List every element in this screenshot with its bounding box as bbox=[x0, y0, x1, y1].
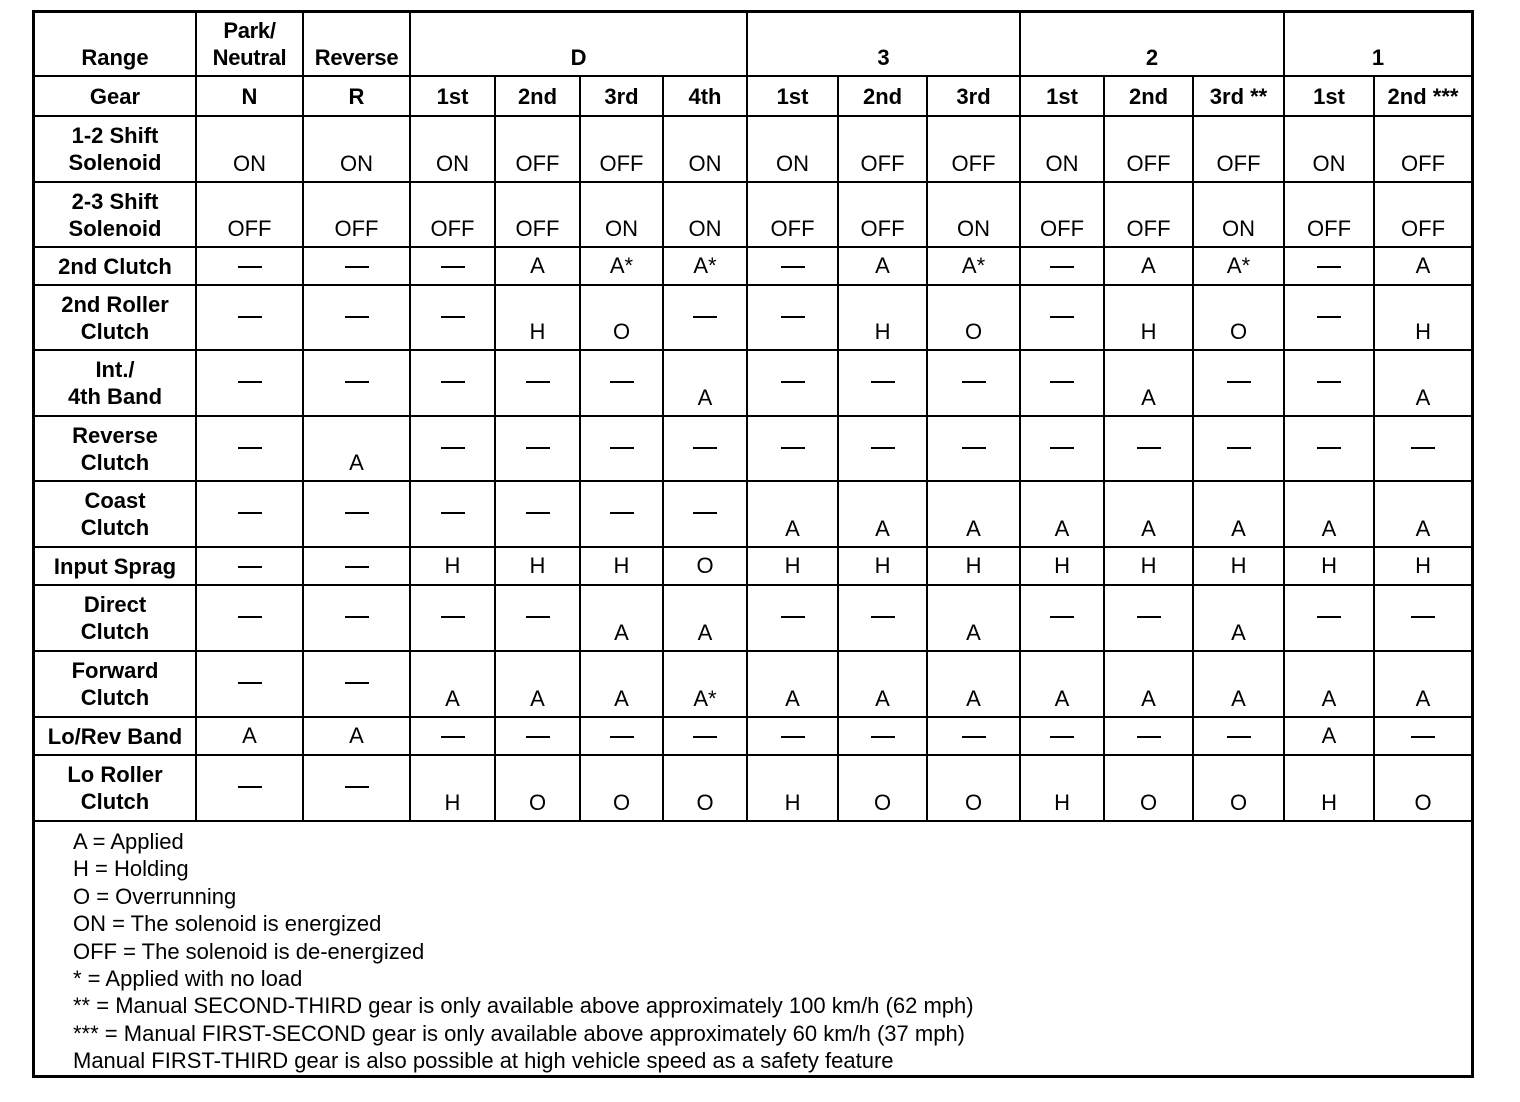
value-cell: H bbox=[410, 547, 495, 585]
row-label: 2-3 Shift Solenoid bbox=[35, 182, 196, 247]
dash-mark bbox=[238, 786, 262, 788]
dash-cell bbox=[495, 585, 580, 651]
table-row bbox=[35, 547, 1471, 585]
dash-mark bbox=[781, 316, 805, 318]
value-cell: A bbox=[495, 651, 580, 717]
dash-cell bbox=[196, 651, 303, 717]
legend-line: H = Holding bbox=[73, 856, 189, 882]
dash-cell bbox=[410, 717, 495, 755]
dash-cell bbox=[580, 350, 663, 416]
value-cell: A* bbox=[663, 247, 747, 285]
dash-cell bbox=[410, 585, 495, 651]
value-cell: OFF bbox=[1374, 182, 1471, 247]
dash-mark bbox=[1411, 447, 1435, 449]
dash-cell bbox=[303, 285, 410, 350]
range-label: Range bbox=[35, 13, 196, 76]
dash-mark bbox=[1227, 381, 1251, 383]
value-cell: OFF bbox=[495, 182, 580, 247]
dash-cell bbox=[303, 350, 410, 416]
dash-cell bbox=[495, 350, 580, 416]
dash-mark bbox=[345, 566, 369, 568]
table-row bbox=[35, 717, 1471, 755]
dash-mark bbox=[1411, 616, 1435, 618]
value-cell: A bbox=[663, 350, 747, 416]
dash-cell bbox=[196, 247, 303, 285]
legend-line: ** = Manual SECOND-THIRD gear is only available above approximately 100 km/h (62 mph) bbox=[73, 993, 974, 1019]
dash-cell bbox=[580, 717, 663, 755]
dash-mark bbox=[693, 316, 717, 318]
range-reverse: Reverse bbox=[303, 13, 410, 76]
value-cell: A bbox=[747, 651, 838, 717]
dash-mark bbox=[693, 736, 717, 738]
dash-cell bbox=[196, 585, 303, 651]
dash-cell bbox=[196, 755, 303, 821]
dash-mark bbox=[345, 786, 369, 788]
legend-line: Manual FIRST-THIRD gear is also possible at high vehicle speed as a safety feature bbox=[73, 1048, 894, 1074]
value-cell: H bbox=[927, 547, 1020, 585]
value-cell: OFF bbox=[196, 182, 303, 247]
dash-mark bbox=[1050, 616, 1074, 618]
dash-cell bbox=[747, 416, 838, 481]
dash-cell bbox=[1284, 350, 1374, 416]
gear-cell: 1st bbox=[747, 76, 838, 116]
dash-mark bbox=[1137, 447, 1161, 449]
value-cell: OFF bbox=[747, 182, 838, 247]
value-cell: O bbox=[838, 755, 927, 821]
gear-label: Gear bbox=[35, 76, 196, 116]
dash-cell bbox=[747, 247, 838, 285]
row-label: 1-2 Shift Solenoid bbox=[35, 116, 196, 182]
dash-cell bbox=[495, 416, 580, 481]
dash-mark bbox=[441, 447, 465, 449]
row-label: Int./ 4th Band bbox=[35, 350, 196, 416]
table-row bbox=[35, 116, 1471, 182]
range-d: D bbox=[410, 13, 747, 76]
row-label: Coast Clutch bbox=[35, 481, 196, 547]
value-cell: A bbox=[838, 651, 927, 717]
dash-mark bbox=[1411, 736, 1435, 738]
dash-mark bbox=[1317, 616, 1341, 618]
value-cell: ON bbox=[303, 116, 410, 182]
value-cell: A bbox=[927, 481, 1020, 547]
dash-cell bbox=[580, 481, 663, 547]
dash-mark bbox=[238, 381, 262, 383]
value-cell: H bbox=[495, 285, 580, 350]
value-cell: ON bbox=[580, 182, 663, 247]
value-cell: ON bbox=[927, 182, 1020, 247]
value-cell: A bbox=[303, 416, 410, 481]
value-cell: A bbox=[1020, 481, 1104, 547]
dash-cell bbox=[1284, 285, 1374, 350]
value-cell: A bbox=[495, 247, 580, 285]
value-cell: A bbox=[303, 717, 410, 755]
value-cell: OFF bbox=[1104, 182, 1193, 247]
dash-mark bbox=[238, 616, 262, 618]
value-cell: A bbox=[1104, 481, 1193, 547]
value-cell: O bbox=[927, 285, 1020, 350]
value-cell: O bbox=[1193, 285, 1284, 350]
value-cell: A* bbox=[663, 651, 747, 717]
value-cell: H bbox=[1020, 547, 1104, 585]
dash-mark bbox=[345, 616, 369, 618]
dash-mark bbox=[962, 381, 986, 383]
value-cell: OFF bbox=[1020, 182, 1104, 247]
dash-mark bbox=[441, 316, 465, 318]
dash-mark bbox=[1227, 736, 1251, 738]
value-cell: A bbox=[196, 717, 303, 755]
dash-mark bbox=[1317, 447, 1341, 449]
dash-mark bbox=[345, 682, 369, 684]
value-cell: H bbox=[1284, 755, 1374, 821]
shift-table bbox=[35, 13, 1471, 822]
value-cell: OFF bbox=[303, 182, 410, 247]
value-cell: ON bbox=[663, 182, 747, 247]
dash-cell bbox=[838, 416, 927, 481]
dash-cell bbox=[303, 547, 410, 585]
dash-cell bbox=[196, 547, 303, 585]
legend-line: OFF = The solenoid is de-energized bbox=[73, 938, 425, 964]
dash-cell bbox=[196, 416, 303, 481]
dash-cell bbox=[663, 416, 747, 481]
dash-mark bbox=[781, 447, 805, 449]
value-cell: A bbox=[1193, 585, 1284, 651]
dash-cell bbox=[747, 350, 838, 416]
gear-cell: 2nd bbox=[495, 76, 580, 116]
dash-mark bbox=[526, 736, 550, 738]
gear-cell: 2nd bbox=[838, 76, 927, 116]
gear-cell: 3rd ** bbox=[1193, 76, 1284, 116]
value-cell: A* bbox=[927, 247, 1020, 285]
value-cell: H bbox=[580, 547, 663, 585]
table-row bbox=[35, 755, 1471, 821]
dash-mark bbox=[693, 447, 717, 449]
dash-mark bbox=[526, 512, 550, 514]
value-cell: H bbox=[838, 547, 927, 585]
dash-mark bbox=[1227, 447, 1251, 449]
dash-mark bbox=[1050, 381, 1074, 383]
table-row bbox=[35, 350, 1471, 416]
value-cell: ON bbox=[747, 116, 838, 182]
dash-mark bbox=[238, 316, 262, 318]
dash-mark bbox=[871, 736, 895, 738]
value-cell: A bbox=[1374, 350, 1471, 416]
value-cell: A bbox=[580, 651, 663, 717]
dash-cell bbox=[1020, 717, 1104, 755]
table-row bbox=[35, 481, 1471, 547]
value-cell: A bbox=[1374, 247, 1471, 285]
dash-cell bbox=[580, 416, 663, 481]
dash-mark bbox=[1317, 316, 1341, 318]
dash-mark bbox=[693, 512, 717, 514]
dash-cell bbox=[495, 481, 580, 547]
value-cell: O bbox=[663, 547, 747, 585]
dash-mark bbox=[345, 381, 369, 383]
gear-cell: R bbox=[303, 76, 410, 116]
range-3: 3 bbox=[747, 13, 1020, 76]
gear-cell: 2nd *** bbox=[1374, 76, 1471, 116]
value-cell: H bbox=[747, 755, 838, 821]
gear-cell: 3rd bbox=[580, 76, 663, 116]
dash-cell bbox=[1104, 585, 1193, 651]
dash-mark bbox=[781, 381, 805, 383]
dash-cell bbox=[663, 717, 747, 755]
dash-mark bbox=[526, 447, 550, 449]
value-cell: H bbox=[1193, 547, 1284, 585]
value-cell: A bbox=[663, 585, 747, 651]
dash-mark bbox=[441, 512, 465, 514]
dash-cell bbox=[1374, 416, 1471, 481]
legend-line: A = Applied bbox=[73, 829, 184, 854]
dash-mark bbox=[441, 616, 465, 618]
gear-cell: 3rd bbox=[927, 76, 1020, 116]
value-cell: H bbox=[838, 285, 927, 350]
row-label: Direct Clutch bbox=[35, 585, 196, 651]
dash-mark bbox=[1050, 736, 1074, 738]
dash-mark bbox=[1317, 381, 1341, 383]
dash-mark bbox=[871, 381, 895, 383]
gear-cell: 2nd bbox=[1104, 76, 1193, 116]
value-cell: H bbox=[1374, 285, 1471, 350]
legend-line: *** = Manual FIRST-SECOND gear is only available above approximately 60 km/h (37 mph) bbox=[73, 1020, 966, 1046]
dash-cell bbox=[495, 717, 580, 755]
value-cell: A bbox=[1104, 350, 1193, 416]
dash-mark bbox=[1317, 266, 1341, 268]
value-cell: O bbox=[1374, 755, 1471, 821]
dash-cell bbox=[410, 416, 495, 481]
value-cell: OFF bbox=[1193, 116, 1284, 182]
gear-cell: 1st bbox=[410, 76, 495, 116]
dash-mark bbox=[441, 381, 465, 383]
value-cell: A bbox=[1284, 481, 1374, 547]
dash-cell bbox=[747, 717, 838, 755]
value-cell: ON bbox=[1284, 116, 1374, 182]
dash-cell bbox=[196, 481, 303, 547]
value-cell: O bbox=[1104, 755, 1193, 821]
value-cell: OFF bbox=[838, 116, 927, 182]
dash-cell bbox=[1020, 247, 1104, 285]
dash-mark bbox=[345, 316, 369, 318]
dash-cell bbox=[1284, 585, 1374, 651]
dash-cell bbox=[410, 247, 495, 285]
dash-cell bbox=[1193, 350, 1284, 416]
gear-cell: 1st bbox=[1020, 76, 1104, 116]
dash-cell bbox=[410, 481, 495, 547]
dash-mark bbox=[1050, 316, 1074, 318]
legend-line: * = Applied with no load bbox=[73, 966, 303, 992]
dash-mark bbox=[962, 447, 986, 449]
dash-cell bbox=[927, 416, 1020, 481]
dash-mark bbox=[238, 447, 262, 449]
value-cell: O bbox=[663, 755, 747, 821]
value-cell: A bbox=[1374, 651, 1471, 717]
dash-cell bbox=[663, 481, 747, 547]
row-label: Forward Clutch bbox=[35, 651, 196, 717]
gear-cell: N bbox=[196, 76, 303, 116]
value-cell: A bbox=[1284, 651, 1374, 717]
table-row bbox=[35, 585, 1471, 651]
table-row bbox=[35, 285, 1471, 350]
dash-cell bbox=[1104, 717, 1193, 755]
value-cell: OFF bbox=[495, 116, 580, 182]
dash-cell bbox=[838, 350, 927, 416]
dash-cell bbox=[303, 651, 410, 717]
dash-mark bbox=[238, 566, 262, 568]
dash-cell bbox=[1020, 585, 1104, 651]
dash-cell bbox=[747, 285, 838, 350]
value-cell: A bbox=[838, 481, 927, 547]
value-cell: A bbox=[838, 247, 927, 285]
value-cell: O bbox=[495, 755, 580, 821]
value-cell: OFF bbox=[410, 182, 495, 247]
dash-mark bbox=[345, 512, 369, 514]
dash-mark bbox=[610, 512, 634, 514]
dash-cell bbox=[838, 717, 927, 755]
dash-cell bbox=[1374, 585, 1471, 651]
shift-chart bbox=[32, 10, 1474, 1078]
dash-cell bbox=[1284, 247, 1374, 285]
gear-cell: 1st bbox=[1284, 76, 1374, 116]
dash-cell bbox=[303, 247, 410, 285]
dash-mark bbox=[871, 616, 895, 618]
dash-mark bbox=[781, 736, 805, 738]
dash-mark bbox=[962, 736, 986, 738]
value-cell: A bbox=[747, 481, 838, 547]
dash-cell bbox=[1193, 717, 1284, 755]
legend-line: ON = The solenoid is energized bbox=[73, 911, 382, 937]
table-row bbox=[35, 247, 1471, 285]
dash-cell bbox=[1020, 416, 1104, 481]
value-cell: H bbox=[1104, 285, 1193, 350]
dash-cell bbox=[1104, 416, 1193, 481]
row-label: 2nd Roller Clutch bbox=[35, 285, 196, 350]
row-label: Lo Roller Clutch bbox=[35, 755, 196, 821]
value-cell: ON bbox=[410, 116, 495, 182]
legend bbox=[35, 822, 1471, 1075]
dash-cell bbox=[838, 585, 927, 651]
dash-mark bbox=[1137, 616, 1161, 618]
value-cell: H bbox=[410, 755, 495, 821]
value-cell: A bbox=[1104, 247, 1193, 285]
dash-mark bbox=[610, 736, 634, 738]
dash-cell bbox=[196, 350, 303, 416]
value-cell: H bbox=[1374, 547, 1471, 585]
dash-mark bbox=[610, 447, 634, 449]
range-1: 1 bbox=[1284, 13, 1471, 76]
dash-mark bbox=[1137, 736, 1161, 738]
value-cell: A bbox=[1284, 717, 1374, 755]
value-cell: OFF bbox=[1374, 116, 1471, 182]
value-cell: O bbox=[580, 285, 663, 350]
value-cell: O bbox=[1193, 755, 1284, 821]
value-cell: A bbox=[927, 651, 1020, 717]
range-park-neutral: Park/ Neutral bbox=[196, 13, 303, 76]
value-cell: A bbox=[580, 585, 663, 651]
dash-cell bbox=[1020, 350, 1104, 416]
dash-cell bbox=[1020, 285, 1104, 350]
value-cell: A bbox=[927, 585, 1020, 651]
value-cell: O bbox=[580, 755, 663, 821]
table-row bbox=[35, 651, 1471, 717]
dash-mark bbox=[1050, 447, 1074, 449]
dash-mark bbox=[610, 381, 634, 383]
dash-mark bbox=[781, 266, 805, 268]
range-2: 2 bbox=[1020, 13, 1284, 76]
dash-cell bbox=[303, 481, 410, 547]
dash-cell bbox=[303, 585, 410, 651]
value-cell: ON bbox=[196, 116, 303, 182]
dash-mark bbox=[441, 736, 465, 738]
value-cell: H bbox=[1284, 547, 1374, 585]
gear-row bbox=[35, 76, 1471, 116]
value-cell: A* bbox=[1193, 247, 1284, 285]
value-cell: ON bbox=[1193, 182, 1284, 247]
table-row bbox=[35, 182, 1471, 247]
value-cell: H bbox=[1020, 755, 1104, 821]
dash-mark bbox=[871, 447, 895, 449]
value-cell: A bbox=[410, 651, 495, 717]
dash-cell bbox=[1193, 416, 1284, 481]
dash-mark bbox=[238, 512, 262, 514]
row-label: Reverse Clutch bbox=[35, 416, 196, 481]
value-cell: OFF bbox=[1104, 116, 1193, 182]
value-cell: A bbox=[1374, 481, 1471, 547]
dash-cell bbox=[303, 755, 410, 821]
dash-mark bbox=[1050, 266, 1074, 268]
dash-cell bbox=[196, 285, 303, 350]
value-cell: ON bbox=[663, 116, 747, 182]
value-cell: A bbox=[1104, 651, 1193, 717]
value-cell: H bbox=[495, 547, 580, 585]
dash-cell bbox=[1374, 717, 1471, 755]
dash-mark bbox=[345, 266, 369, 268]
dash-mark bbox=[526, 381, 550, 383]
dash-cell bbox=[747, 585, 838, 651]
value-cell: OFF bbox=[927, 116, 1020, 182]
legend-line: O = Overrunning bbox=[73, 883, 237, 909]
row-label: 2nd Clutch bbox=[35, 247, 196, 285]
value-cell: A bbox=[1193, 651, 1284, 717]
row-label: Input Sprag bbox=[35, 547, 196, 585]
value-cell: A bbox=[1193, 481, 1284, 547]
dash-cell bbox=[927, 717, 1020, 755]
row-label: Lo/Rev Band bbox=[35, 717, 196, 755]
value-cell: A* bbox=[580, 247, 663, 285]
dash-mark bbox=[781, 616, 805, 618]
dash-cell bbox=[1284, 416, 1374, 481]
value-cell: O bbox=[927, 755, 1020, 821]
value-cell: OFF bbox=[838, 182, 927, 247]
dash-mark bbox=[441, 266, 465, 268]
gear-cell: 4th bbox=[663, 76, 747, 116]
dash-cell bbox=[410, 285, 495, 350]
dash-cell bbox=[410, 350, 495, 416]
value-cell: ON bbox=[1020, 116, 1104, 182]
dash-mark bbox=[526, 616, 550, 618]
dash-mark bbox=[238, 266, 262, 268]
range-row bbox=[35, 13, 1471, 76]
value-cell: A bbox=[1020, 651, 1104, 717]
dash-cell bbox=[927, 350, 1020, 416]
value-cell: OFF bbox=[580, 116, 663, 182]
value-cell: OFF bbox=[1284, 182, 1374, 247]
dash-mark bbox=[238, 682, 262, 684]
value-cell: H bbox=[1104, 547, 1193, 585]
table-row bbox=[35, 416, 1471, 481]
value-cell: H bbox=[747, 547, 838, 585]
dash-cell bbox=[663, 285, 747, 350]
